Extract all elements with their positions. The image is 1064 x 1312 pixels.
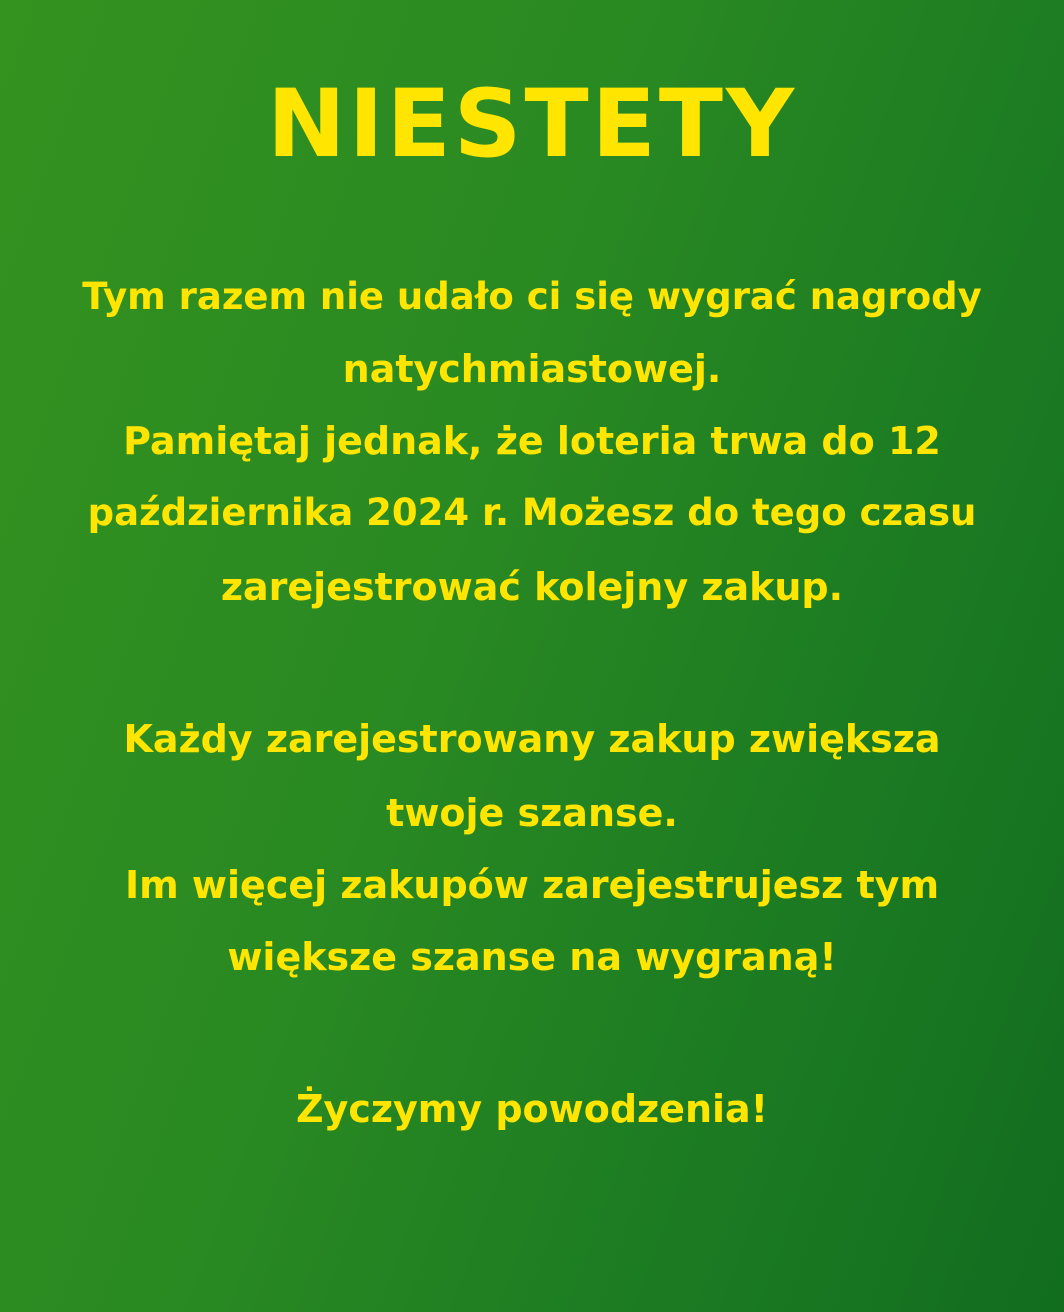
message-line: twoje szanse. [386,791,678,835]
closing-message: Życzymy powodzenia! [296,1087,768,1131]
message-line: Im więcej zakupów zarejestrujesz tym [124,863,940,907]
message-line: października 2024 r. Możesz do tego czasu [87,491,977,534]
message-line: większe szanse na wygraną! [227,935,837,979]
message-line: zarejestrować kolejny zakup. [220,565,844,609]
headline: NIESTETY [266,70,798,179]
message-line: natychmiastowej. [342,347,722,391]
message-line: Pamiętaj jednak, że loteria trwa do 12 [123,419,941,463]
message-line: Tym razem nie udało ci się wygrać nagrody [82,275,982,318]
message-line: Każdy zarejestrowany zakup zwiększa [123,717,941,761]
